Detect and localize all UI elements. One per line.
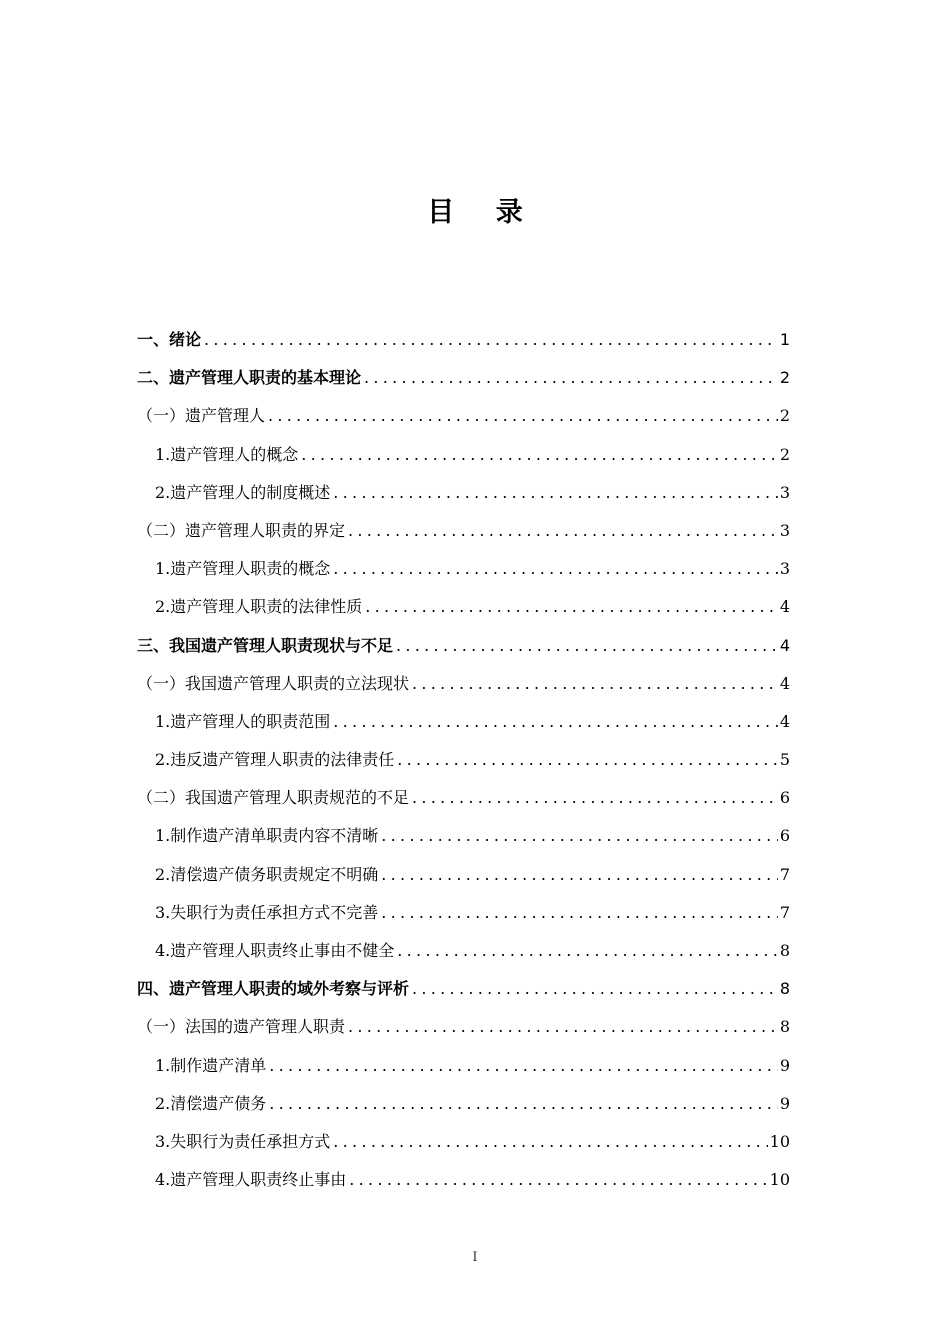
toc-leader-dots	[397, 741, 778, 779]
toc-entry[interactable]	[137, 1008, 790, 1046]
toc-entry-label: （二）我国遗产管理人职责规范的不足	[137, 788, 410, 808]
toc-entry-label: 二、遗产管理人职责的基本理论	[137, 368, 362, 388]
toc-entry[interactable]	[137, 665, 790, 703]
toc-leader-dots	[348, 1008, 778, 1046]
toc-entry[interactable]	[137, 436, 790, 474]
toc-leader-dots	[333, 550, 778, 588]
toc-entry[interactable]	[137, 550, 790, 588]
toc-entry[interactable]	[137, 1085, 790, 1123]
toc-entry[interactable]	[137, 894, 790, 932]
toc-entry-label: （二）遗产管理人职责的界定	[137, 520, 346, 540]
toc-leader-dots	[381, 856, 778, 894]
toc-entry-page-number: 3	[779, 482, 790, 502]
toc-leader-dots	[204, 321, 778, 359]
toc-entry-page-number: 10	[769, 1170, 790, 1190]
toc-leader-dots	[349, 1161, 767, 1199]
toc-entry-label: 3.失职行为责任承担方式不完善	[155, 902, 379, 922]
toc-entry[interactable]	[137, 703, 790, 741]
toc-leader-dots	[381, 817, 778, 855]
toc-entry[interactable]	[137, 474, 790, 512]
toc-entry-page-number: 4	[779, 711, 790, 731]
toc-entry[interactable]	[137, 817, 790, 855]
toc-entry-label: 2.清偿遗产债务	[155, 1093, 267, 1113]
toc-entry-label: 3.失职行为责任承担方式	[155, 1131, 331, 1151]
toc-entry[interactable]	[137, 970, 790, 1008]
toc-entry[interactable]	[137, 741, 790, 779]
toc-entry-label: （一）我国遗产管理人职责的立法现状	[137, 673, 410, 693]
toc-entry-page-number: 5	[779, 750, 790, 770]
toc-entry-label: 4.遗产管理人职责终止事由	[155, 1170, 347, 1190]
toc-entry-page-number: 7	[779, 864, 790, 884]
toc-entry[interactable]	[137, 321, 790, 359]
toc-entry-page-number: 8	[779, 979, 790, 999]
toc-entry-page-number: 4	[779, 635, 790, 655]
toc-leader-dots	[348, 512, 778, 550]
toc-leader-dots	[364, 359, 778, 397]
toc-entry-page-number: 9	[779, 1055, 790, 1075]
toc-entry-page-number: 2	[779, 406, 790, 426]
toc-entry-label: 4.遗产管理人职责终止事由不健全	[155, 941, 395, 960]
toc-leader-dots	[301, 436, 778, 474]
toc-entry-label: 1.遗产管理人职责的概念	[155, 559, 331, 579]
toc-entry-page-number: 6	[779, 788, 790, 808]
toc-leader-dots	[412, 665, 778, 703]
toc-entry[interactable]	[137, 856, 790, 894]
toc-leader-dots	[333, 474, 778, 512]
toc-entry-label: 一、绪论	[137, 330, 202, 349]
toc-entry-page-number: 6	[779, 826, 790, 846]
toc-leader-dots	[397, 932, 778, 970]
toc-entry-page-number: 8	[779, 941, 790, 960]
toc-entry-page-number: 3	[779, 559, 790, 579]
toc-entry[interactable]	[137, 1047, 790, 1085]
toc-leader-dots	[333, 1123, 767, 1161]
toc-leader-dots	[365, 588, 778, 626]
toc-entry-label: 2.遗产管理人的制度概述	[155, 482, 331, 502]
toc-entry-page-number: 2	[779, 368, 790, 388]
toc-entry-page-number: 2	[779, 444, 790, 464]
table-of-contents	[137, 321, 790, 1199]
toc-leader-dots	[268, 397, 778, 435]
toc-entry-label: 2.遗产管理人职责的法律性质	[155, 597, 363, 617]
toc-entry-label: 1.遗产管理人的概念	[155, 444, 299, 464]
toc-entry[interactable]	[137, 359, 790, 397]
toc-leader-dots	[381, 894, 778, 932]
toc-entry-label: 三、我国遗产管理人职责现状与不足	[137, 635, 394, 655]
toc-entry-page-number: 4	[779, 597, 790, 617]
toc-entry-page-number: 8	[779, 1017, 790, 1037]
toc-entry-label: 1.遗产管理人的职责范围	[155, 711, 331, 731]
toc-entry[interactable]	[137, 512, 790, 550]
toc-entry-page-number: 7	[779, 902, 790, 922]
toc-entry[interactable]	[137, 779, 790, 817]
toc-entry-label: 2.违反遗产管理人职责的法律责任	[155, 750, 395, 770]
toc-entry-label: 1.制作遗产清单职责内容不清晰	[155, 826, 379, 846]
toc-entry[interactable]	[137, 1123, 790, 1161]
toc-leader-dots	[412, 779, 778, 817]
toc-entry[interactable]	[137, 1161, 790, 1199]
toc-entry[interactable]	[137, 588, 790, 626]
toc-entry-label: （一）遗产管理人	[137, 406, 266, 426]
toc-entry-label: 1.制作遗产清单	[155, 1055, 267, 1075]
toc-entry[interactable]	[137, 627, 790, 665]
toc-leader-dots	[333, 703, 778, 741]
page-number-footer: I	[472, 1250, 478, 1265]
toc-leader-dots	[269, 1047, 778, 1085]
toc-entry-label: 2.清偿遗产债务职责规定不明确	[155, 864, 379, 884]
page-title: 目 录	[427, 197, 539, 228]
toc-entry-page-number: 4	[779, 673, 790, 693]
toc-entry-label: （一）法国的遗产管理人职责	[137, 1017, 346, 1037]
toc-entry-page-number: 9	[779, 1093, 790, 1113]
toc-entry-page-number: 1	[779, 330, 790, 349]
toc-entry[interactable]	[137, 932, 790, 970]
toc-entry-page-number: 10	[769, 1131, 790, 1151]
toc-entry-page-number: 3	[779, 520, 790, 540]
toc-entry-label: 四、遗产管理人职责的域外考察与评析	[137, 979, 410, 999]
toc-entry[interactable]	[137, 397, 790, 435]
toc-leader-dots	[412, 970, 778, 1008]
toc-leader-dots	[396, 627, 778, 665]
toc-leader-dots	[269, 1085, 778, 1123]
